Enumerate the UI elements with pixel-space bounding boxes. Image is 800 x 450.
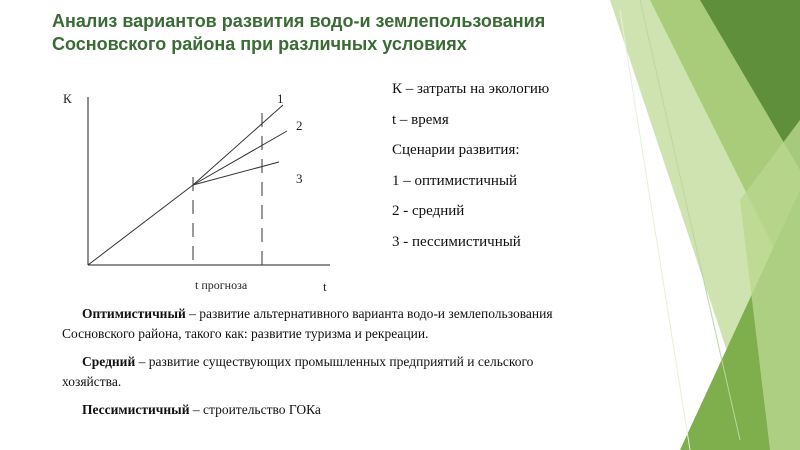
description-term: Средний	[82, 354, 136, 369]
description-pessimistic	[62, 400, 582, 420]
legend-item: 1 – оптимистичный	[392, 172, 518, 189]
trend-trunk	[88, 185, 193, 265]
scenario-line-2	[193, 131, 287, 185]
description-text: – развитие альтернативного варианта водо-и землепользования Сосновского района, такого как: развитие туризма и рекреации.	[62, 306, 553, 341]
scenario-diagram	[55, 85, 345, 300]
legend-item: 2 - средний	[392, 203, 465, 219]
description-medium	[62, 352, 582, 392]
legend-item: 3 - пессимистичный	[392, 233, 521, 250]
line-label-1: 1	[277, 91, 284, 106]
scenario-descriptions	[62, 304, 582, 428]
description-text: – развитие существующих промышленных предприятий и сельского хозяйства.	[62, 354, 534, 389]
description-text: – строительство ГОКа	[189, 402, 321, 417]
title-line-1: Анализ вариантов развития водо-и землепользования	[52, 11, 546, 31]
x-axis-label: t	[323, 279, 327, 294]
description-optimistic	[62, 304, 582, 344]
description-term: Оптимистичный	[82, 306, 186, 321]
legend-item: К – затраты на экологию	[392, 81, 550, 97]
legend-item: Сценарии развития:	[392, 142, 520, 158]
forecast-label: t прогноза	[195, 278, 248, 292]
y-axis-label: К	[63, 91, 72, 106]
legend-item: t – время	[392, 111, 449, 128]
line-label-3: 3	[296, 171, 303, 186]
description-term: Пессимистичный	[82, 402, 190, 417]
line-label-2: 2	[296, 118, 303, 133]
legend	[392, 78, 549, 261]
slide-title	[52, 10, 612, 56]
title-line-2: Сосновского района при различных условиях	[52, 34, 467, 54]
